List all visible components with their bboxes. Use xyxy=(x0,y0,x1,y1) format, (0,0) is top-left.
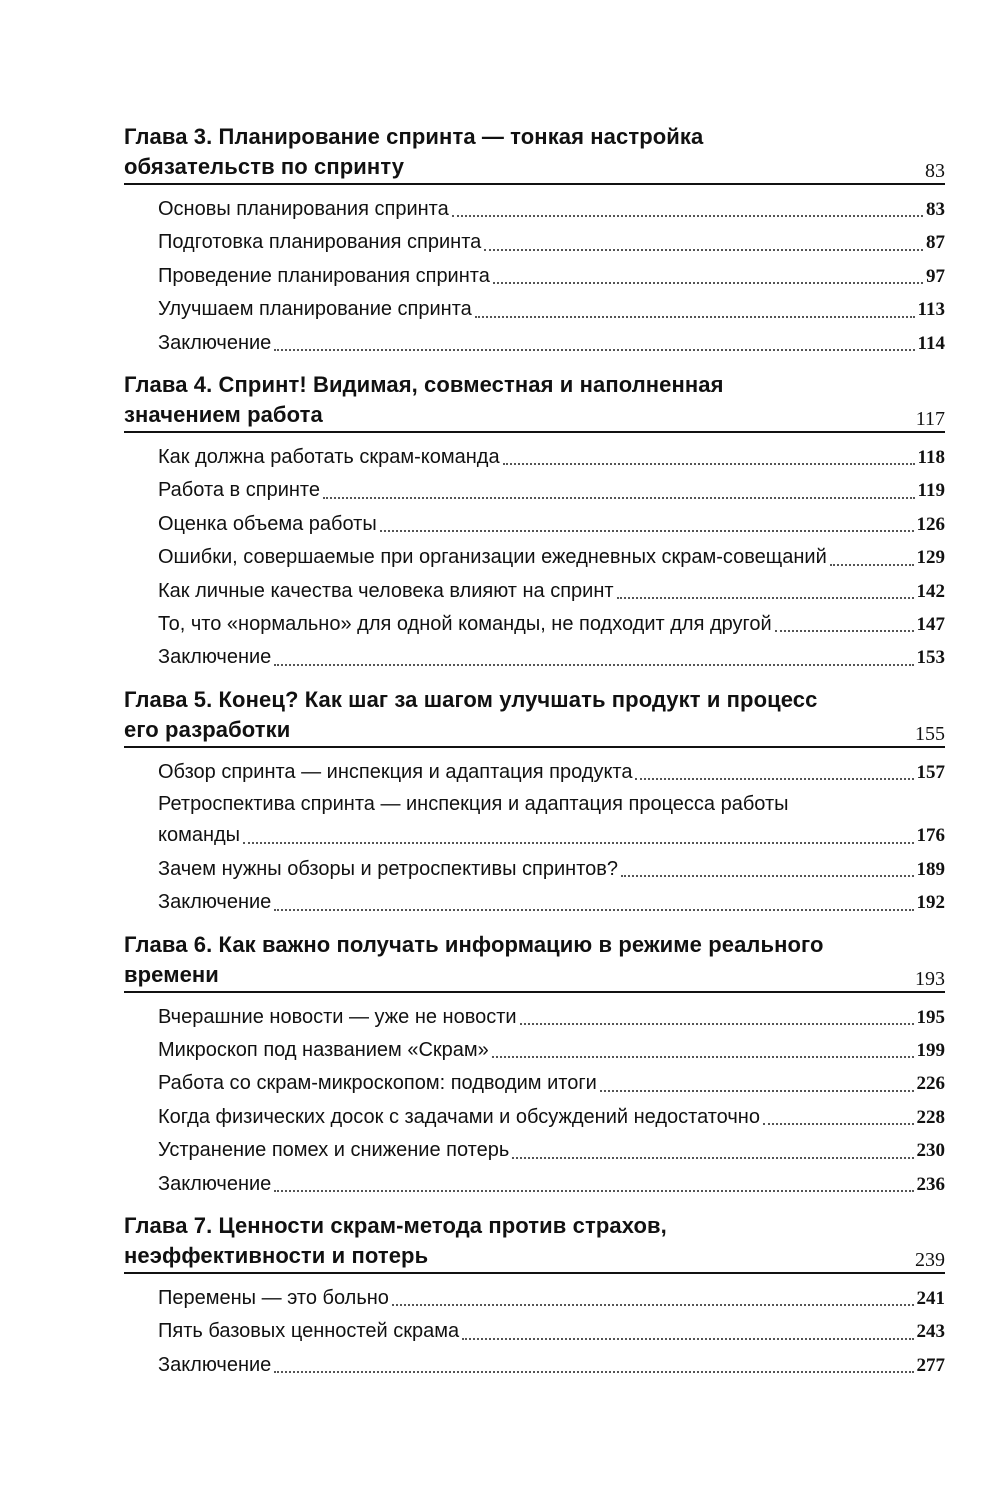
toc-entry-label: команды xyxy=(158,824,241,847)
toc-entry[interactable] xyxy=(158,327,945,360)
toc-entry[interactable] xyxy=(158,260,945,293)
dot-leader xyxy=(493,282,923,284)
toc-entry-label: Заключение xyxy=(158,891,272,914)
toc-entry-label: Обзор спринта — инспекция и адаптация продукта xyxy=(158,760,633,783)
toc-entry-label: То, что «нормально» для одной команды, не подходит для другой xyxy=(158,613,772,636)
dot-leader xyxy=(492,1056,914,1058)
toc-entry-label: Как личные качества человека влияют на спринт xyxy=(158,579,614,602)
toc-entry-page: 199 xyxy=(916,1039,945,1061)
chapter-7 xyxy=(124,1211,945,1382)
toc-entry[interactable] xyxy=(158,1067,945,1100)
toc-entry-page: 83 xyxy=(926,199,945,220)
toc-entry-page: 241 xyxy=(916,1287,945,1309)
chapter-page-number[interactable]: 239 xyxy=(915,1248,945,1271)
dot-leader xyxy=(323,497,915,499)
dot-leader xyxy=(274,664,913,666)
chapter-title[interactable]: Глава 6. Как важно получать информацию в режиме реального времени xyxy=(124,931,824,987)
dot-leader xyxy=(520,1023,914,1025)
toc-entry-label-line1: Ретроспектива спринта — инспекция и адаптация процесса работы xyxy=(158,793,789,816)
chapter-title[interactable]: Глава 7. Ценности скрам-метода против страхов, неэффективности и потерь xyxy=(124,1212,667,1268)
toc-entry-page: 119 xyxy=(917,480,945,502)
toc-entry[interactable] xyxy=(158,1349,945,1382)
toc-entry-label: Подготовка планирования спринта xyxy=(158,231,482,254)
toc-entry-label: Заключение xyxy=(158,1353,272,1376)
dot-leader xyxy=(600,1090,914,1092)
toc-entry-page: 277 xyxy=(916,1354,945,1376)
dot-leader xyxy=(274,1371,913,1373)
toc-entry[interactable] xyxy=(158,1101,945,1134)
toc-entry[interactable] xyxy=(158,853,945,886)
chapter-title[interactable]: Глава 5. Конец? Как шаг за шагом улучшать продукт и процесс его разработки xyxy=(124,686,818,742)
toc-entry-label: Зачем нужны обзоры и ретроспективы спринтов? xyxy=(158,857,619,880)
chapter-4 xyxy=(124,370,945,675)
toc-entry-label: Устранение помех и снижение потерь xyxy=(158,1139,510,1162)
dot-leader xyxy=(512,1157,913,1159)
toc-entry-label: Основы планирования спринта xyxy=(158,198,449,220)
toc-entry[interactable] xyxy=(158,474,945,507)
dot-leader xyxy=(621,875,913,877)
dot-leader xyxy=(763,1123,914,1125)
dot-leader xyxy=(484,249,923,251)
toc-entry-page: 228 xyxy=(916,1106,945,1128)
toc-entry-page: 243 xyxy=(916,1321,945,1343)
dot-leader xyxy=(775,630,914,632)
dot-leader xyxy=(274,349,914,351)
dot-leader xyxy=(380,530,914,532)
toc-entry[interactable] xyxy=(158,1001,945,1034)
toc-entry-label: Улучшаем планирование спринта xyxy=(158,298,472,321)
toc-entry-label: Как должна работать скрам-команда xyxy=(158,446,500,469)
chapter-page-number[interactable]: 155 xyxy=(915,722,945,745)
toc-entry-page: 230 xyxy=(916,1140,945,1162)
chapter-heading xyxy=(124,685,945,748)
toc-entry[interactable] xyxy=(158,756,945,789)
chapter-heading xyxy=(124,930,945,993)
dot-leader xyxy=(830,564,914,566)
chapter-heading xyxy=(124,370,945,433)
chapter-3 xyxy=(124,122,945,360)
toc-entry-page: 87 xyxy=(926,232,945,254)
toc-entry-page: 113 xyxy=(917,299,945,321)
toc-entry[interactable] xyxy=(158,1134,945,1167)
toc-entry-label: Заключение xyxy=(158,1172,272,1195)
toc-entry[interactable] xyxy=(158,226,945,259)
toc-entry-page: 153 xyxy=(916,647,945,669)
chapter-title[interactable]: Глава 4. Спринт! Видимая, совместная и наполненная значением работа xyxy=(124,372,724,428)
toc-entry[interactable] xyxy=(158,1034,945,1067)
toc-entry[interactable] xyxy=(158,1315,945,1348)
dot-leader xyxy=(462,1338,913,1340)
toc-entry[interactable] xyxy=(158,1168,945,1201)
chapter-page-number[interactable]: 193 xyxy=(915,967,945,990)
toc-entry-label: Заключение xyxy=(158,331,272,354)
toc-entry-label: Когда физических досок с задачами и обсуждений недостаточно xyxy=(158,1105,760,1128)
toc-entry-page: 129 xyxy=(916,547,945,569)
toc-entry[interactable] xyxy=(158,886,945,919)
chapter-6 xyxy=(124,930,945,1201)
toc-entry-page: 118 xyxy=(917,447,945,469)
dot-leader xyxy=(392,1304,914,1306)
toc-entry-label: Микроскоп под названием «Скрам» xyxy=(158,1038,489,1061)
toc-entry[interactable] xyxy=(158,541,945,574)
toc-entry[interactable] xyxy=(158,1282,945,1315)
dot-leader xyxy=(274,909,913,911)
toc-entry-page: 236 xyxy=(916,1173,945,1195)
dot-leader xyxy=(503,463,915,465)
toc-entry-row xyxy=(158,819,945,852)
toc-entry-page: 114 xyxy=(917,332,945,354)
toc-entry-page: 195 xyxy=(916,1006,945,1028)
dot-leader xyxy=(452,215,923,217)
toc-entry-page: 226 xyxy=(916,1073,945,1095)
toc-entry[interactable] xyxy=(158,641,945,674)
toc-entry[interactable] xyxy=(158,441,945,474)
toc-entry-label: Работа в спринте xyxy=(158,479,320,502)
chapter-page-number[interactable]: 117 xyxy=(915,408,945,431)
chapter-heading xyxy=(124,122,945,185)
toc-entry-page: 147 xyxy=(916,614,945,636)
dot-leader xyxy=(617,597,914,599)
dot-leader xyxy=(274,1190,913,1192)
dot-leader xyxy=(635,778,913,780)
chapter-title[interactable]: Глава 3. Планирование спринта — тонкая настройка обязательств по спринту xyxy=(124,124,704,179)
toc-entry-page: 97 xyxy=(926,265,945,287)
toc-entry[interactable] xyxy=(158,608,945,641)
toc-entry-label: Проведение планирования спринта xyxy=(158,264,490,287)
toc-entry[interactable] xyxy=(158,508,945,541)
chapter-heading xyxy=(124,1211,945,1274)
toc-entry-page: 192 xyxy=(916,892,945,914)
toc-entry-label: Вчерашние новости — уже не новости xyxy=(158,1005,517,1028)
toc-entry-label: Ошибки, совершаемые при организации ежедневных скрам-совещаний xyxy=(158,546,827,569)
toc-entry[interactable] xyxy=(158,789,945,852)
toc-entry-label: Пять базовых ценностей скрама xyxy=(158,1320,460,1343)
dot-leader xyxy=(475,316,915,318)
toc-entry-label: Перемены — это больно xyxy=(158,1286,389,1309)
toc-entry[interactable] xyxy=(158,193,945,226)
table-of-contents xyxy=(124,122,945,1392)
dot-leader xyxy=(243,842,913,844)
toc-entry-page: 189 xyxy=(916,858,945,880)
toc-entry-label: Работа со скрам-микроскопом: подводим итоги xyxy=(158,1072,597,1095)
chapter-5 xyxy=(124,685,945,920)
toc-entry-label: Заключение xyxy=(158,646,272,669)
chapter-page-number[interactable]: 83 xyxy=(925,160,945,182)
toc-entry-page: 126 xyxy=(916,513,945,535)
toc-entry-page: 142 xyxy=(916,580,945,602)
toc-entry-page: 157 xyxy=(916,761,945,783)
toc-entry-page: 176 xyxy=(916,825,945,847)
toc-entry[interactable] xyxy=(158,575,945,608)
toc-entry[interactable] xyxy=(158,293,945,326)
toc-entry-label: Оценка объема работы xyxy=(158,512,377,535)
